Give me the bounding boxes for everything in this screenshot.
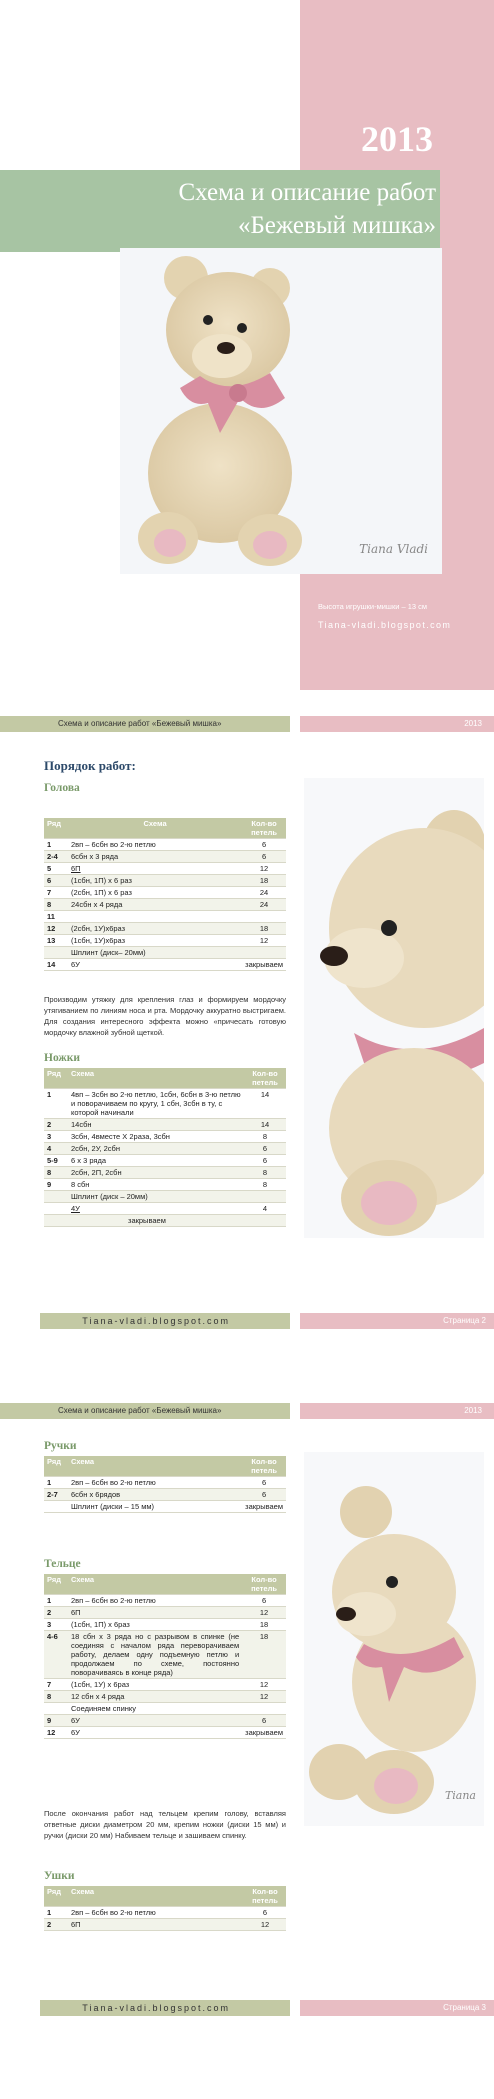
table-row: 8 12 сбн х 4 ряда 12 bbox=[44, 1691, 286, 1703]
col-scheme: Схема bbox=[68, 818, 242, 839]
table-header-row: Ряд Схема Кол-во петель bbox=[44, 1068, 286, 1089]
table-row: 2 14сбн 14 bbox=[44, 1119, 286, 1131]
table-row: 4-6 18 сбн х 3 ряда но с разрывом в спинке (не соединяя с началом ряда переворачиваем работу, делаем одну подъемную петлю и продолжаем по схеме, постоянно поворачиваясь в конце ряда) 18 bbox=[44, 1631, 286, 1679]
table-row: 1 2вп – 6сбн во 2-ю петлю 6 bbox=[44, 1595, 286, 1607]
table-row: 7 (2сбн, 1П) х 6 раз 24 bbox=[44, 887, 286, 899]
page2-teddy-photo bbox=[304, 778, 484, 1238]
cover-title-line2: «Бежевый мишка» bbox=[237, 212, 436, 239]
head-table bbox=[44, 818, 286, 971]
legs-section-title: Ножки bbox=[44, 1052, 80, 1064]
page3-header-year-bar bbox=[300, 1403, 494, 1419]
table-row: 3 (1сбн, 1П) х 6раз 18 bbox=[44, 1619, 286, 1631]
page2-footer-url: Tiana-vladi.blogspot.com bbox=[82, 1316, 230, 1326]
page2-header-year-bar bbox=[300, 716, 494, 732]
page2-title: Порядок работ: bbox=[44, 758, 136, 773]
col-row: Ряд bbox=[44, 818, 68, 839]
body-paragraph: После окончания работ над тельцем крепим голову, вставляя ответные диски диаметром 20 мм, крепим ножки (диски 15 мм) и ручки (диски 20 мм) Набиваем тельце и зашиваем спинку. bbox=[44, 1809, 286, 1840]
page3-header-year: 2013 bbox=[464, 1406, 482, 1415]
table-header-row bbox=[44, 818, 286, 839]
table-row: 7 (1сбн, 1У) х 6раз 12 bbox=[44, 1679, 286, 1691]
page3-teddy-photo bbox=[304, 1452, 484, 1826]
table-row: 11 bbox=[44, 911, 286, 923]
page2-header-title: Схема и описание работ «Бежевый мишка» bbox=[58, 719, 222, 728]
table-row: Шплинт (диск– 20мм) bbox=[44, 947, 286, 959]
cover-title bbox=[0, 176, 436, 242]
page2-footer-page: Страница 2 bbox=[443, 1316, 486, 1325]
table-row: 9 8 сбн 8 bbox=[44, 1179, 286, 1191]
table-row: 12 6У закрываем bbox=[44, 1727, 286, 1739]
page3-header-bar bbox=[0, 1403, 290, 1419]
ears-section-title: Ушки bbox=[44, 1870, 75, 1882]
page3-header-title: Схема и описание работ «Бежевый мишка» bbox=[58, 1406, 222, 1415]
page3-photo-signature: Tiana bbox=[444, 1789, 476, 1802]
teddy-bear-sitting-illustration bbox=[304, 1452, 484, 1826]
legs-table bbox=[44, 1068, 286, 1227]
cover-teddy-photo bbox=[120, 248, 442, 574]
table-row: 5 6П 12 bbox=[44, 863, 286, 875]
table-row: 2-4 6сбн х 3 ряда 6 bbox=[44, 851, 286, 863]
table-row: Шплинт (диски – 15 мм) закрываем bbox=[44, 1501, 286, 1513]
table-row: 4У 4 bbox=[44, 1203, 286, 1215]
table-row: 2 6П 12 bbox=[44, 1607, 286, 1619]
table-row: 2 6П 12 bbox=[44, 1919, 286, 1931]
table-header-row: Ряд Схема Кол-во петель bbox=[44, 1574, 286, 1595]
body-table bbox=[44, 1574, 286, 1739]
teddy-bear-illustration bbox=[120, 248, 442, 574]
table-row: 1 4вп – 3сбн во 2-ю петлю, 1сбн, 6сбн в 3-ю петлю и поворачиваем по кругу, 1 сбн, 3сбн в ту, с которой начинали 14 bbox=[44, 1089, 286, 1119]
table-row: 2-7 6сбн х 6рядов 6 bbox=[44, 1489, 286, 1501]
table-row: 13 (1сбн, 1У)х6раз 12 bbox=[44, 935, 286, 947]
teddy-bear-closeup-illustration bbox=[304, 778, 484, 1238]
cover-url: Tiana-vladi.blogspot.com bbox=[318, 620, 452, 630]
table-row: 5-9 6 х 3 ряда 6 bbox=[44, 1155, 286, 1167]
table-row: 4 2сбн, 2У, 2сбн 6 bbox=[44, 1143, 286, 1155]
page3-footer-page: Страница 3 bbox=[443, 2003, 486, 2012]
cover-photo-signature: Tiana Vladi bbox=[359, 542, 428, 556]
col-count: Кол-во петель bbox=[242, 818, 286, 839]
cover-height-note: Высота игрушки-мишки – 13 см bbox=[318, 602, 428, 611]
cover-year: 2013 bbox=[361, 119, 433, 159]
arms-section-title: Ручки bbox=[44, 1440, 77, 1452]
page2-header-bar bbox=[0, 716, 290, 732]
table-header-row: Ряд Схема Кол-во петель bbox=[44, 1456, 286, 1477]
table-row: закрываем bbox=[44, 1215, 286, 1227]
table-row: 1 2вп – 6сбн во 2-ю петлю 6 bbox=[44, 1477, 286, 1489]
table-header-row: Ряд Схема Кол-во петель bbox=[44, 1886, 286, 1907]
arms-table bbox=[44, 1456, 286, 1513]
page2-header-year: 2013 bbox=[464, 719, 482, 728]
table-row: 12 (2сбн, 1У)х6раз 18 bbox=[44, 923, 286, 935]
head-paragraph: Производим утяжку для крепления глаз и формируем мордочку утягиванием по линиям носа и рта. Мордочку аккуратно выстригаем. Для создания интересного эффекта можно «причесать готовую мордочку влажной зубной щеткой. bbox=[44, 995, 286, 1037]
page2-footer-page-bar bbox=[300, 1313, 494, 1329]
table-row: Шплинт (диск – 20мм) bbox=[44, 1191, 286, 1203]
table-row: Соединяем спинку bbox=[44, 1703, 286, 1715]
page3-footer-page-bar bbox=[300, 2000, 494, 2016]
page3-footer-bar bbox=[40, 2000, 290, 2016]
body-section-title: Тельце bbox=[44, 1558, 81, 1570]
table-row: 3 3сбн, 4вместе Х 2раза, 3сбн 8 bbox=[44, 1131, 286, 1143]
cover-title-line1: Схема и описание работ bbox=[178, 179, 436, 206]
table-row: 1 2вп – 6сбн во 2-ю петлю 6 bbox=[44, 1907, 286, 1919]
table-row: 1 2вп – 6сбн во 2-ю петлю 6 bbox=[44, 839, 286, 851]
page3-footer-url: Tiana-vladi.blogspot.com bbox=[82, 2003, 230, 2013]
page2-footer-bar bbox=[40, 1313, 290, 1329]
table-row: 9 6У 6 bbox=[44, 1715, 286, 1727]
table-row: 6 (1сбн, 1П) х 6 раз 18 bbox=[44, 875, 286, 887]
table-row: 8 2сбн, 2П, 2сбн 8 bbox=[44, 1167, 286, 1179]
head-section-title: Голова bbox=[44, 782, 80, 794]
table-row: 8 24сбн х 4 ряда 24 bbox=[44, 899, 286, 911]
table-row: 14 6У закрываем bbox=[44, 959, 286, 971]
ears-table bbox=[44, 1886, 286, 1931]
